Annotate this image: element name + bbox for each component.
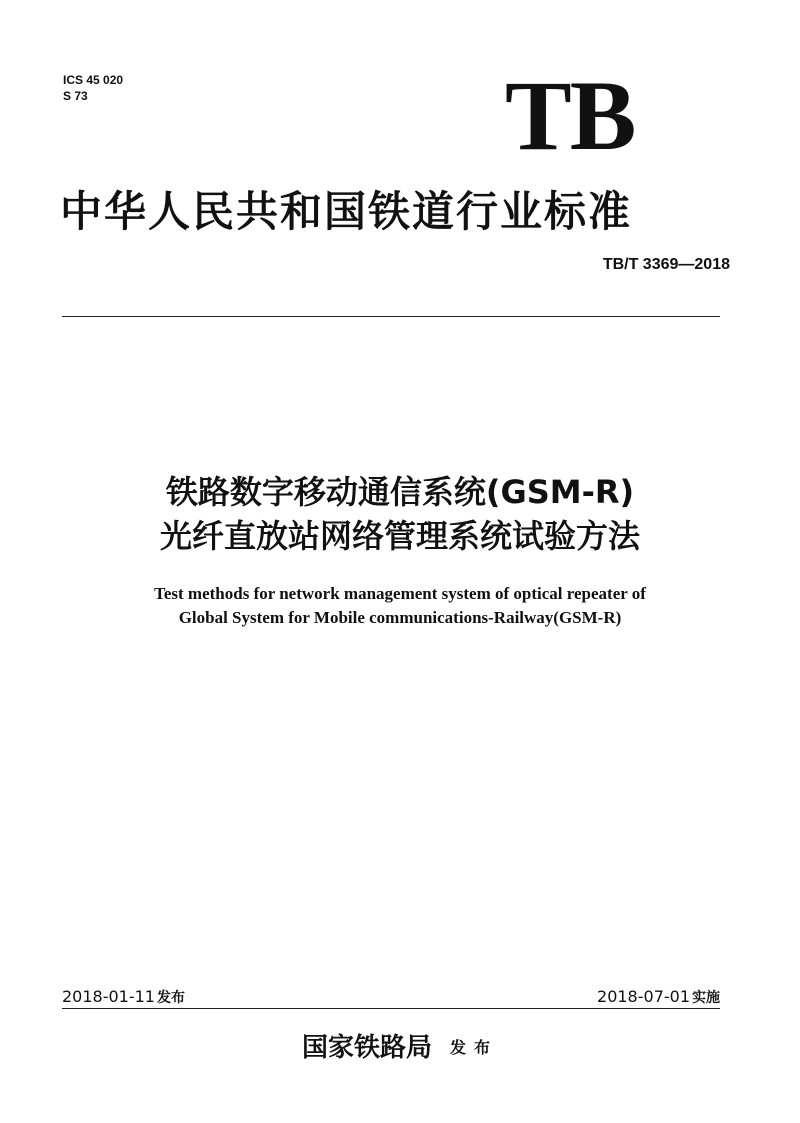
chinese-title <box>60 470 740 558</box>
top-divider <box>62 316 720 317</box>
implement-date-block <box>480 986 720 1009</box>
english-title <box>60 582 740 630</box>
publish-date-block <box>62 986 185 1009</box>
chinese-title-line-2: 光纤直放站网络管理系统试验方法 <box>159 517 640 555</box>
issuer-line <box>60 1030 740 1066</box>
standard-number: TB/T 3369—2018 <box>602 256 730 273</box>
ics-code: ICS 45 020 <box>63 73 124 87</box>
chinese-title-line-1: 铁路数字移动通信系统(GSM-R) <box>165 473 635 511</box>
tb-logo: TB <box>505 60 635 171</box>
publish-date: 2018-01-11 <box>62 987 155 1006</box>
standard-category-title: 中华人民共和国铁道行业标准 <box>60 187 633 236</box>
publish-label: 发布 <box>156 990 185 1006</box>
issuer-name: 国家铁路局 <box>301 1033 432 1063</box>
bottom-divider <box>62 1008 720 1009</box>
issuer-action: 发布 <box>450 1038 499 1057</box>
implement-label: 实施 <box>692 990 720 1006</box>
implement-date: 2018-07-01 <box>597 987 690 1006</box>
english-title-line-1: Test methods for network management system of optical repeater of <box>154 584 646 603</box>
classification-codes <box>63 72 123 104</box>
ccs-code: S 73 <box>63 89 88 103</box>
english-title-line-2: Global System for Mobile communications-Railway(GSM-R) <box>178 608 622 627</box>
